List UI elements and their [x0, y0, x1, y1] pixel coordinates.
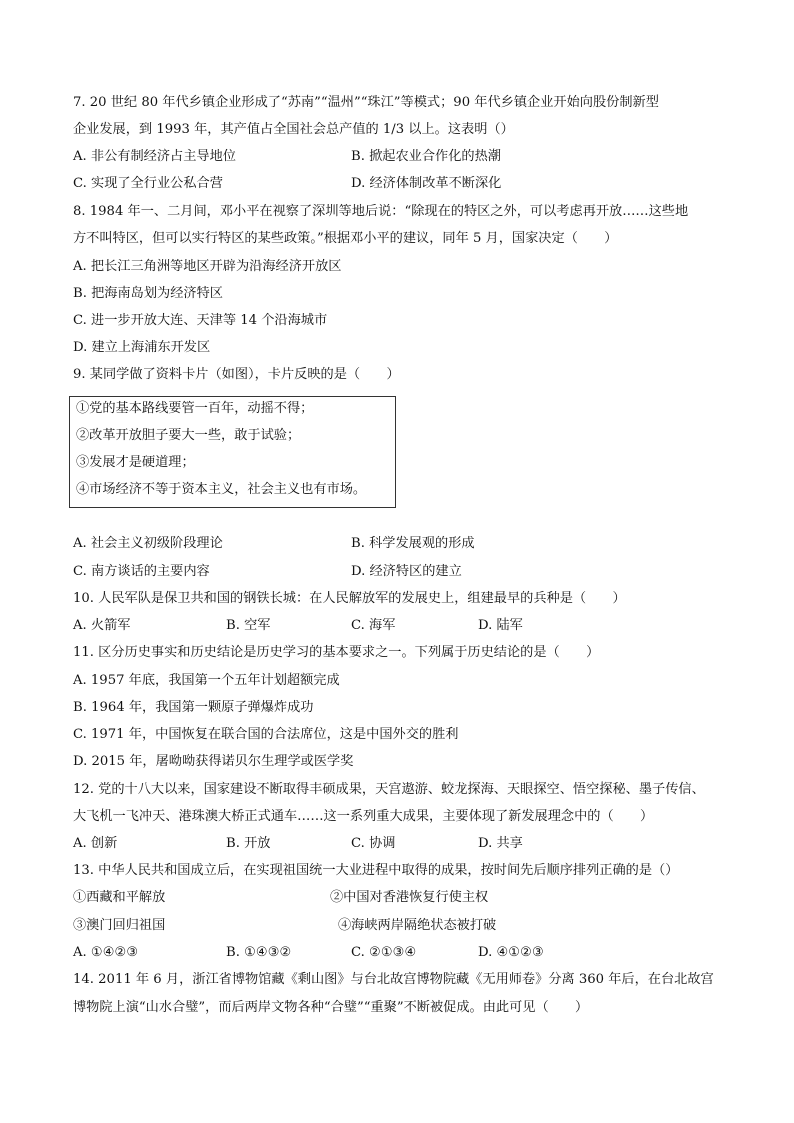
q11-stem: 11. 区分历史事实和历史结论是历史学习的基本要求之一。下列属于历史结论的是（ ）: [73, 645, 600, 660]
q13-option-a: A. ①④②③: [73, 945, 139, 960]
q13-option-d: D. ④①②③: [478, 945, 544, 960]
q8-option-d: D. 建立上海浦东开发区: [73, 340, 211, 355]
q9-option-d: D. 经济特区的建立: [351, 564, 462, 579]
q14-stem-line-1: 14. 2011 年 6 月，浙江省博物馆藏《剩山图》与台北故宫博物院藏《无用师卷》分离 360 年后，在台北故宫: [73, 972, 714, 987]
q8-option-a: A. 把长江三角洲等地区开辟为沿海经济开放区: [73, 259, 342, 274]
q12-option-b: B. 开放: [226, 836, 271, 851]
q7-option-c: C. 实现了全行业公私合营: [73, 176, 223, 191]
q12-option-d: D. 共享: [478, 836, 523, 851]
q13-item-2: ②中国对香港恢复行使主权: [330, 890, 489, 905]
q7-stem-line-1: 7. 20 世纪 80 年代乡镇企业形成了“苏南”“温州”“珠江”等模式；90 年代乡镇企业开始向股份制新型: [73, 95, 659, 110]
material-card: [69, 396, 396, 508]
q11-option-c: C. 1971 年，中国恢复在联合国的合法席位，这是中国外交的胜利: [73, 727, 459, 742]
q13-item-4: ④海峡两岸隔绝状态被打破: [338, 918, 497, 933]
q10-option-c: C. 海军: [351, 618, 396, 633]
q13-item-1: ①西藏和平解放: [73, 890, 166, 905]
card-line-3: ③发展才是硬道理；: [76, 455, 195, 470]
q12-option-a: A. 创新: [73, 836, 118, 851]
q11-option-d: D. 2015 年，屠呦呦获得诺贝尔生理学或医学奖: [73, 754, 354, 769]
q10-option-a: A. 火箭军: [73, 618, 131, 633]
q11-option-a: A. 1957 年底，我国第一个五年计划超额完成: [73, 673, 340, 688]
q13-item-3: ③澳门回归祖国: [73, 918, 166, 933]
card-line-4: ④市场经济不等于资本主义，社会主义也有市场。: [76, 482, 367, 497]
q13-stem: 13. 中华人民共和国成立后，在实现祖国统一大业进程中取得的成果，按时间先后顺序排列正确的是（）: [73, 863, 679, 878]
q10-stem: 10. 人民军队是保卫共和国的钢铁长城：在人民解放军的发展史上，组建最早的兵种是（ ）: [73, 591, 626, 606]
q7-option-b: B. 掀起农业合作化的热潮: [351, 149, 501, 164]
q12-stem-line-1: 12. 党的十八大以来，国家建设不断取得丰硕成果，天宫遨游、蛟龙探海、天眼探空、悟空探秘、墨子传信、: [73, 782, 705, 797]
card-line-1: ①党的基本路线要管一百年，动摇不得；: [76, 401, 314, 416]
q8-stem-line-2: 方不叫特区，但可以实行特区的某些政策。”根据邓小平的建议，同年 5 月，国家决定（ ）: [73, 231, 618, 246]
q8-option-b: B. 把海南岛划为经济特区: [73, 286, 223, 301]
q10-option-d: D. 陆军: [478, 618, 523, 633]
q8-stem-line-1: 8. 1984 年一、二月间，邓小平在视察了深圳等地后说：“除现在的特区之外，可以考虑再开放……这些地: [73, 204, 689, 219]
q14-stem-line-2: 博物院上演“山水合璧”，而后两岸文物各种“合璧”“重聚”不断被促成。由此可见（ ）: [73, 1000, 589, 1015]
q9-option-a: A. 社会主义初级阶段理论: [73, 536, 223, 551]
q10-option-b: B. 空军: [226, 618, 271, 633]
q7-stem-line-2: 企业发展，到 1993 年，其产值占全国社会总产值的 1/3 以上。这表明（）: [73, 122, 514, 137]
q7-option-d: D. 经济体制改革不断深化: [351, 176, 502, 191]
q11-option-b: B. 1964 年，我国第一颗原子弹爆炸成功: [73, 700, 314, 715]
card-line-2: ②改革开放胆子要大一些，敢于试验；: [76, 428, 301, 443]
q13-option-c: C. ②①③④: [351, 945, 417, 960]
q7-option-a: A. 非公有制经济占主导地位: [73, 149, 236, 164]
q12-option-c: C. 协调: [351, 836, 396, 851]
q9-option-b: B. 科学发展观的形成: [351, 536, 475, 551]
q13-option-b: B. ①④③②: [226, 945, 292, 960]
q9-stem: 9. 某同学做了资料卡片（如图），卡片反映的是（ ）: [73, 367, 400, 382]
q8-option-c: C. 进一步开放大连、天津等 14 个沿海城市: [73, 313, 328, 328]
q12-stem-line-2: 大飞机一飞冲天、港珠澳大桥正式通车……这一系列重大成果，主要体现了新发展理念中的（ ）: [73, 809, 654, 824]
q9-option-c: C. 南方谈话的主要内容: [73, 564, 210, 579]
